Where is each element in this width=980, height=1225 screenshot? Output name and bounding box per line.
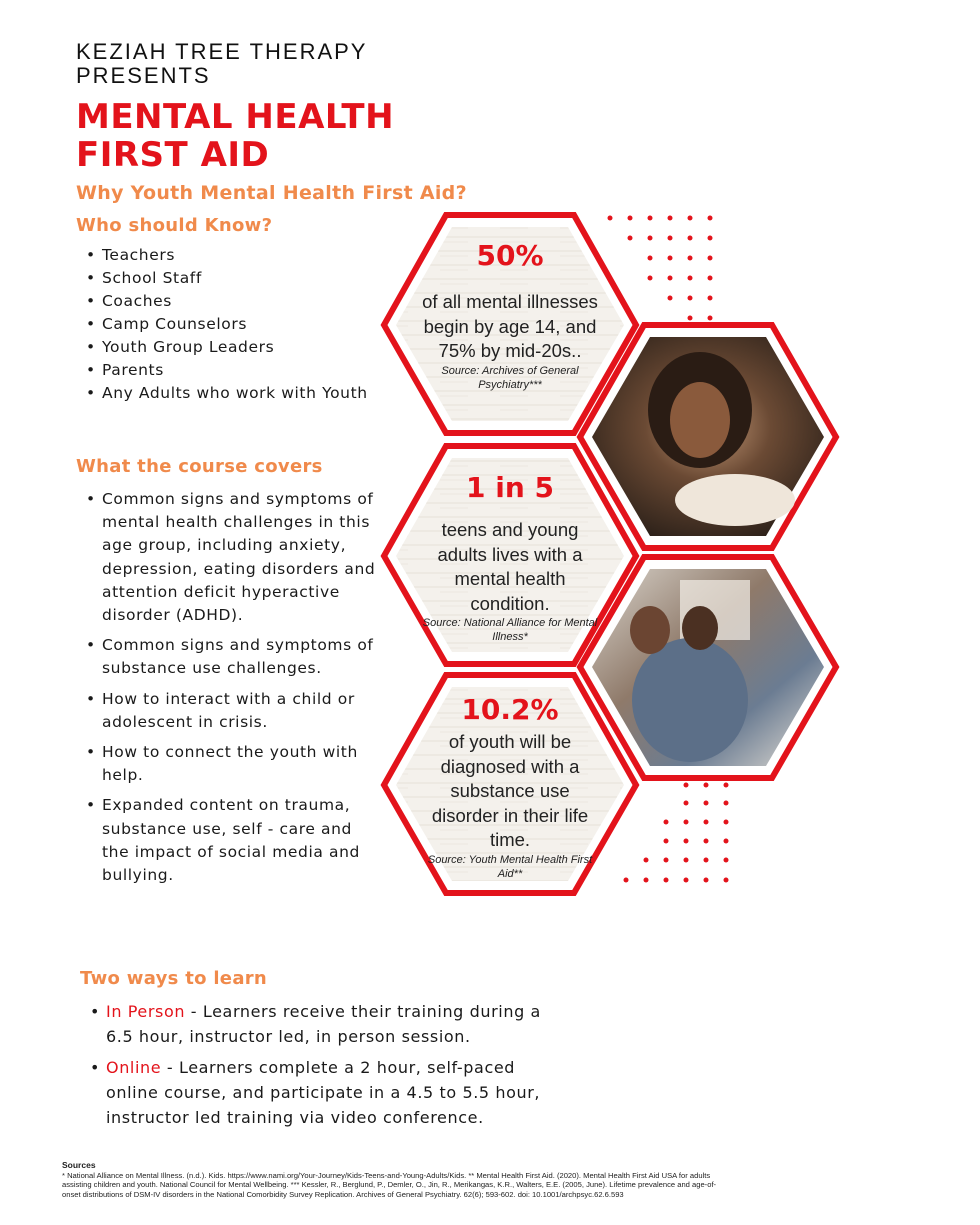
stat-block xyxy=(420,236,600,392)
ways-heading: Two ways to learn xyxy=(80,968,268,989)
stat-block xyxy=(420,468,600,644)
stat-value: 50% xyxy=(476,239,544,272)
sources-title: Sources xyxy=(62,1160,96,1170)
course-heading: What the course covers xyxy=(76,456,323,477)
list-item: • Youth Group Leaders xyxy=(76,336,376,359)
photo-head xyxy=(682,606,718,650)
dot-pattern-bottom xyxy=(624,783,729,883)
way-label: Online xyxy=(106,1058,162,1077)
list-item: • How to interact with a child or adolescent in crisis. xyxy=(76,688,376,734)
stat-text: of youth will be diagnosed with a substance use disorder in their life time. xyxy=(431,731,589,850)
stat-block xyxy=(420,690,600,881)
stat-value: 1 in 5 xyxy=(466,471,554,504)
who-heading: Who should Know? xyxy=(76,215,273,236)
list-item: • Common signs and symptoms of mental health challenges in this age group, including anxiety, depression, eating disorders and attention deficit hyperactive disorder (ADHD). xyxy=(76,488,376,627)
page-title: MENTAL HEALTH FIRST AID xyxy=(76,97,395,175)
list-item: • Expanded content on trauma, substance use, self - care and the impact of social media and bullying. xyxy=(76,794,376,887)
list-item: • Common signs and symptoms of substance use challenges. xyxy=(76,634,376,680)
photo-sweater xyxy=(675,474,795,526)
sources-footnote xyxy=(62,1161,722,1199)
list-item: • How to connect the youth with help. xyxy=(76,741,376,787)
stat-source: Source: Youth Mental Health First Aid** xyxy=(427,853,593,880)
photo-head xyxy=(630,606,670,654)
stat-value: 10.2% xyxy=(461,693,559,726)
stat-text: teens and young adults lives with a mental health condition. xyxy=(437,519,583,614)
stat-source: Source: Archives of General Psychiatry*** xyxy=(441,364,579,391)
photo-shirt xyxy=(632,638,748,762)
stat-source: Source: National Alliance for Mental Illness* xyxy=(422,617,598,643)
list-item: • School Staff xyxy=(76,267,376,290)
presenter-line: KEZIAH TREE THERAPY PRESENTS xyxy=(76,39,368,88)
sources-text: * National Alliance on Mental Illness. (n.d.). Kids. https://www.nami.org/Your-Journey/Kids-Teens-and-Young-Adults/Kids. ** Mental Health First Aid. (2020). Mental Health First Aid USA for adults assisting children and youth. National Council for Mental Wellbeing. *** Kessler, R., Berglund, P., Demler, O., Jin, R., Merikangas, K.R., Walters, E.E. (2005, June). Lifetime prevalence and age-of-onset distributions of DSM-IV disorders in the National Comorbidity Survey Replication. Archives of General Psychiatry. 62(6); 593-602. doi: 10.1001/archpsyc.62.6.593 xyxy=(62,1170,717,1199)
list-item: • Coaches xyxy=(76,290,376,313)
stat-text: of all mental illnesses begin by age 14, and 75% by mid-20s.. xyxy=(422,291,598,361)
list-item: • Camp Counselors xyxy=(76,313,376,336)
way-label: In Person xyxy=(106,1002,186,1021)
list-item: • Any Adults who work with Youth xyxy=(76,382,376,405)
list-item: • Parents xyxy=(76,359,376,382)
way-text: - Learners complete a 2 hour, self-paced online course, and participate in a 4.5 to 5.5 hour, instructor led training via video conference. xyxy=(106,1058,541,1127)
list-item: • Teachers xyxy=(76,244,376,267)
way-text: - Learners receive their training during a 6.5 hour, instructor led, in person session. xyxy=(106,1002,541,1046)
subtitle: Why Youth Mental Health First Aid? xyxy=(76,182,467,204)
photo-face xyxy=(670,382,730,458)
